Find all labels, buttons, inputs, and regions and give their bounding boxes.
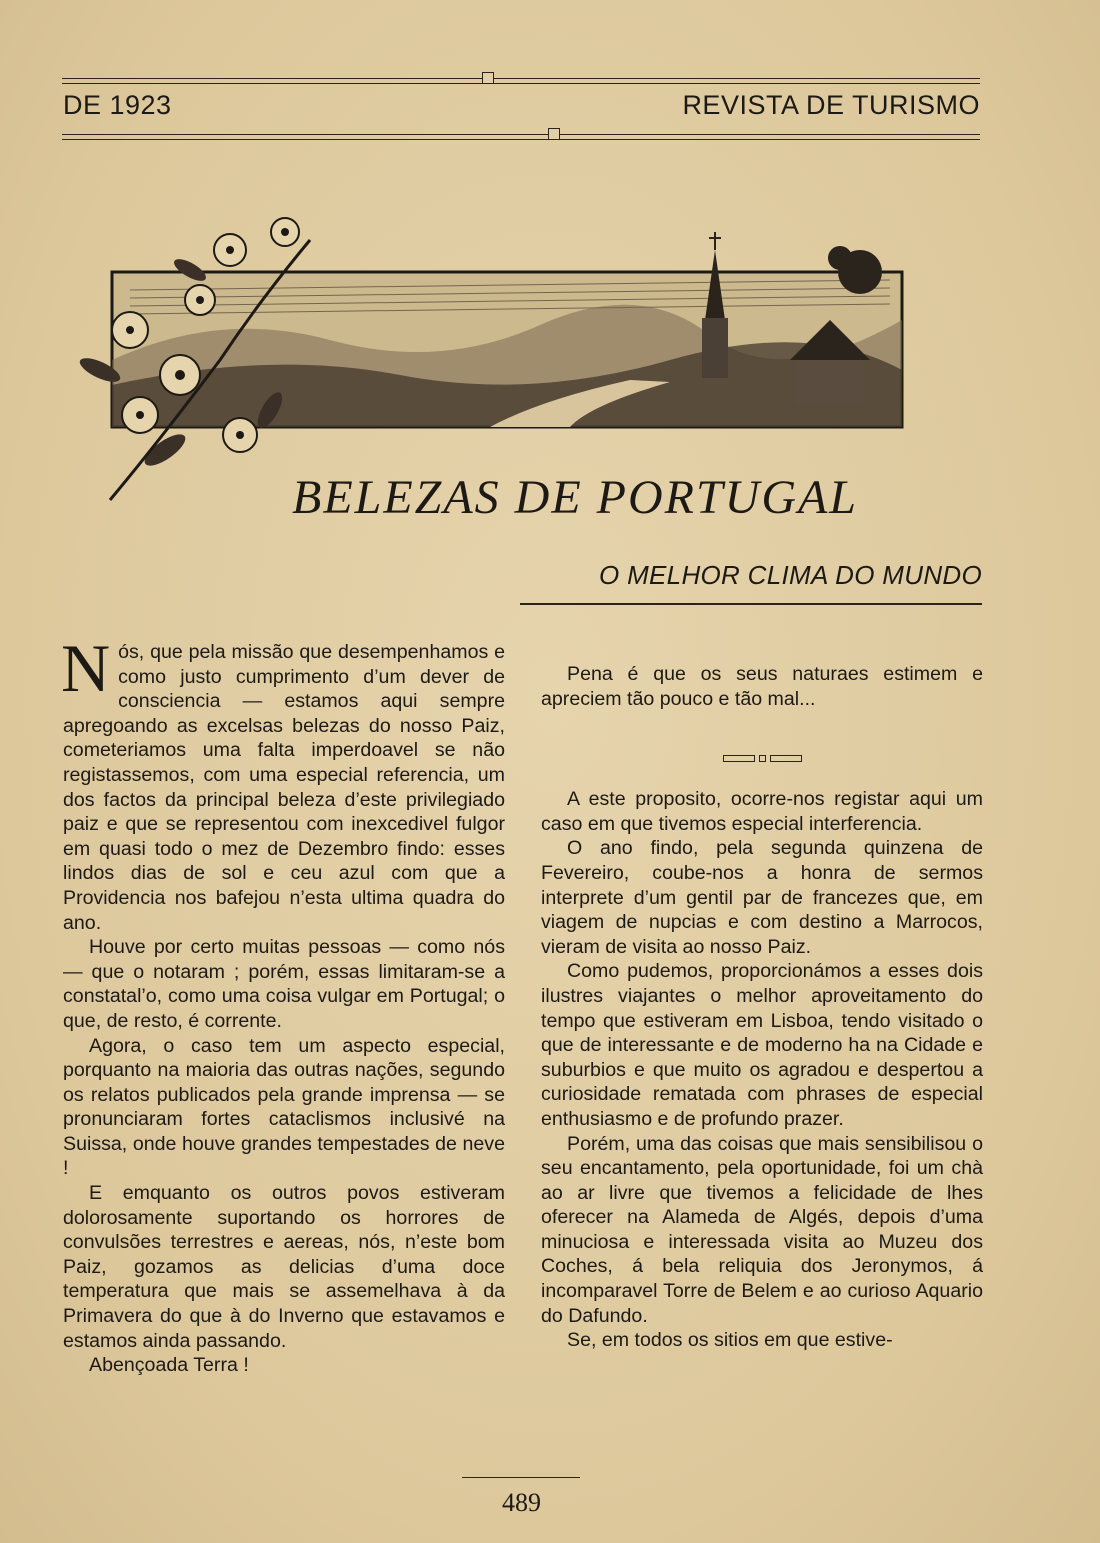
header-bottom-double-rule (62, 134, 980, 140)
paragraph: E emquanto os outros povos estiveram dolorosamente suportando os horrores de convulsões terrestres e aereas, nós, n’este bom Paiz, gozamos as delicias d’uma doce temperatura que mais se assemelhava à da Primavera do que à do Inverno que estavamos e estamos ainda passando. (63, 1182, 505, 1352)
paragraph: Agora, o caso tem um aspecto especial, porquanto na maioria das outras nações, segundo os relatos publicados pela grande imprensa — se pronunciaram fortes cataclismos inclusivé na Suissa, onde houve grandes tempestades de neve ! (63, 1034, 505, 1180)
paragraph: Se, em todos os sitios em que estive- (567, 1329, 893, 1352)
left-column (61, 630, 505, 1378)
section-ornament (541, 745, 983, 757)
rule-ornament (548, 128, 560, 140)
rule-ornament (482, 72, 494, 84)
paragraph: A este proposito, ocorre-nos registar aqui um caso em que tivemos especial interferencia. (541, 788, 983, 835)
paragraph: Porém, uma das coisas que mais sensibilisou o seu encantamento, pela oportunidade, foi um chà ao ar livre que tivemos a felicidade de lhes oferecer na Alameda de Algés, depois d’uma minuciosa e interessada visita ao Muzeu dos Coches, á bela reliquia dos Jeronymos, á incomparavel Torre de Belem e ao curioso Aquario do Dafundo. (541, 1132, 983, 1327)
article-title: BELEZAS DE PORTUGAL (292, 471, 858, 524)
header-magazine-title: REVISTA DE TURISMO (682, 90, 980, 120)
top-double-rule (62, 78, 980, 84)
header-date: DE 1923 (63, 90, 172, 120)
paragraph-text: ós, que pela missão que desempenhamos e como justo cumprimento d’um dever de consciencia — estamos aqui sempre apregoando as excelsas belezas do nosso Paiz, cometeriamos uma falta imperdoavel se não registassemos, com uma especial referencia, um dos factos da principal beleza d’este privilegiado paiz e que se representou com inexcedivel fulgor em quasi todo o mez de Dezembro findo: esses lindos dias de sol e ceu azul com que a Providencia nos bafejou n’esta ultima quadra do ano. (63, 641, 505, 934)
paragraph: Abençoada Terra ! (89, 1354, 249, 1377)
paragraph: Houve por certo muitas pessoas — como nós — que o notaram ; porém, essas limitaram-se a constatal’o, como uma coisa vulgar em Portugal; o que, de resto, é corrente. (63, 936, 505, 1032)
paragraph: Como pudemos, proporcionámos a esses dois ilustres viajantes o melhor aproveitamento do tempo que estiveram em Lisboa, tendo visitado o que de interessante e de moderno ha na Cidade e suburbios e que muito os agradou e despertou a curiosidade rematada com phrases de especial enthusiasmo e de profundo prazer. (541, 960, 983, 1130)
article-subtitle: O MELHOR CLIMA DO MUNDO (599, 560, 982, 590)
page-number: 489 (502, 1488, 541, 1517)
paragraph: Pena é que os seus naturaes estimem e apreciem tão pouco e tão mal... (541, 663, 983, 710)
paragraph: O ano findo, pela segunda quinzena de Fevereiro, coube-nos a honra de sermos interprete d’um gentil par de francezes que, em viagem de nupcias e com destino a Marrocos, vieram de visita ao nosso Paiz. (541, 837, 983, 958)
paragraph (61, 630, 505, 935)
subtitle-rule (520, 603, 982, 605)
footer-rule (462, 1477, 580, 1478)
landscape-illustration-icon (70, 210, 910, 510)
right-column (541, 662, 983, 1353)
drop-cap: N (61, 630, 111, 706)
